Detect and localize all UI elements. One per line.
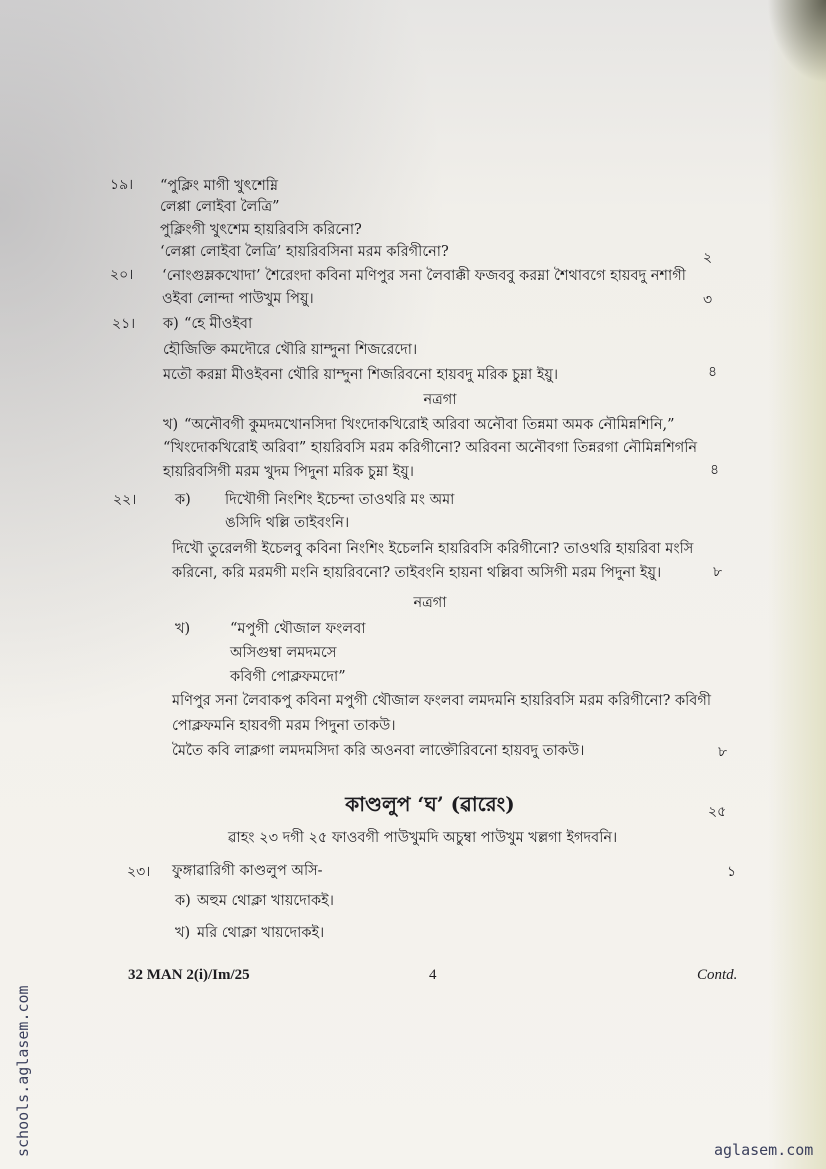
option-text: অহুম থোক্লা খায়দোকই। bbox=[197, 893, 334, 909]
question-number: ২৩। bbox=[127, 864, 151, 880]
question-21b-line: “খিংদোকখিরোই অরিবা” হায়রিবসি মরম করিগীনো? অরিবনা অনৌবগা তিন্নরগা নৌমিন্নশিগনি bbox=[163, 440, 698, 456]
question-number: ২০। bbox=[110, 267, 134, 283]
or-divider: নত্রগা bbox=[423, 392, 457, 408]
question-19-line: লেপ্পা লোইবা লৈত্রি” bbox=[160, 199, 280, 215]
section-heading: কাণ্ডলুপ ‘ঘ’ (ৱারেং) bbox=[345, 792, 515, 816]
sub-question-label: খ) bbox=[163, 417, 179, 433]
paper-code: 32 MAN 2(i)/Im/25 bbox=[128, 967, 250, 983]
question-21a-line: “হে মীওইবা bbox=[184, 316, 253, 332]
corner-watermark: aglasem.com bbox=[714, 1141, 814, 1159]
sub-question-label: ক) bbox=[175, 492, 191, 508]
question-21b-marks: ৪ bbox=[710, 462, 720, 478]
question-21a-line: মতৌ করম্না মীওইবনা থৌরি য়াম্দুনা শিজরিবনো হায়বদু মরিক চুম্না ইয়ু। bbox=[163, 367, 559, 383]
sub-question-label: খ) bbox=[175, 621, 191, 637]
question-19-line: “পুক্লিং মাগী খুৎশেম্নি bbox=[160, 178, 278, 194]
question-19-marks: ২ bbox=[703, 250, 713, 266]
continued-label: Contd. bbox=[697, 967, 738, 983]
question-21a-marks: ৪ bbox=[708, 364, 718, 380]
question-22b-quote-line: “মপুগী থৌজাল ফংলবা bbox=[230, 621, 366, 637]
question-22a-quote-line: দিখৌগী নিংশিং ইচেন্দা তাওথরি মং অমা bbox=[225, 492, 455, 508]
question-number: ১৯। bbox=[110, 177, 134, 193]
question-22b-line: মৈতৈ কবি লাক্লগা লমদমসিদা করি অওনবা লাক্তৌরিবনো হায়বদু তাকউ। bbox=[172, 743, 585, 759]
question-19-line: পুক্লিংগী খুৎশেম হায়রিবসি করিনো? bbox=[160, 222, 362, 238]
question-20-line: ‘নোংগুম্লকখোদা’ শৈরেংদা কবিনা মণিপুর সনা লৈবাক্কী ফজববু করম্না শৈথাবগে হায়বদু নশাগী bbox=[162, 268, 686, 284]
question-20-marks: ৩ bbox=[703, 292, 713, 308]
question-22b-quote-line: কবিগী পোক্লফমদো” bbox=[230, 669, 346, 685]
question-22a-quote-line: ঙসিদি থল্লি তাইবংনি। bbox=[225, 515, 350, 531]
option-label: ক) bbox=[175, 893, 191, 909]
question-number: ২২। bbox=[113, 492, 137, 508]
section-instruction: ৱাহং ২৩ দগী ২৫ ফাওবগী পাউখুমদি অচুম্বা পাউখুম খল্লগা ইগদবনি। bbox=[228, 830, 618, 846]
question-23-marks: ১ bbox=[727, 864, 737, 880]
option-label: খ) bbox=[175, 925, 191, 941]
page-number: 4 bbox=[429, 967, 437, 983]
question-22a-line: দিখৌ তুরেলগী ইচেলবু কবিনা নিংশিং ইচেলনি হায়রিবসি করিগীনো? তাওথরি হায়রিবা মংসি bbox=[172, 541, 694, 557]
question-20-line: ওইবা লোন্দা পাউখুম পিয়ু। bbox=[162, 291, 314, 307]
question-21b-line: হায়রিবসিগী মরম খুদম পিদুনা মরিক চুম্না ইয়ু। bbox=[163, 464, 414, 480]
side-watermark: schools.aglasem.com bbox=[14, 985, 32, 1157]
question-19-line: ‘লেপ্পা লোইবা লৈত্রি’ হায়রিবসিনা মরম করিগীনো? bbox=[160, 244, 449, 260]
section-marks: ২৫ bbox=[708, 804, 727, 820]
question-number: ২১। bbox=[112, 316, 136, 332]
question-22b-line: মণিপুর সনা লৈবাকপু কবিনা মপুগী থৌজাল ফংলবা লমদমনি হায়রিবসি মরম করিগীনো? কবিগী bbox=[172, 693, 712, 709]
or-divider: নত্রগা bbox=[413, 595, 447, 611]
sub-question-label: ক) bbox=[163, 316, 179, 332]
question-23-stem: ফুঙ্গাৱারিগী কাণ্ডলুপ অসি- bbox=[172, 863, 323, 879]
question-22a-marks: ৮ bbox=[713, 564, 723, 580]
question-22a-line: করিনো, করি মরমগী মংনি হায়রিবনো? তাইবংনি হায়না থল্লিবা অসিগী মরম পিদুনা ইয়ু। bbox=[172, 565, 662, 581]
question-21b-line: “অনৌবগী কুমদমখোনসিদা খিংদোকখিরোই অরিবা অনৌবা তিন্নমা অমক নৌমিন্নশিনি,” bbox=[184, 417, 675, 433]
question-22b-quote-line: অসিগুম্বা লমদমসে bbox=[230, 645, 337, 661]
question-21a-line: হৌজিক্তি কমদৌরে থৌরি য়াম্দুনা শিজরেদো। bbox=[163, 342, 418, 358]
option-text: মরি থোক্লা খায়দোকই। bbox=[197, 925, 325, 941]
question-22b-line: পোক্লফমনি হায়বগী মরম পিদুনা তাকউ। bbox=[172, 718, 396, 734]
question-22b-marks: ৮ bbox=[718, 744, 728, 760]
